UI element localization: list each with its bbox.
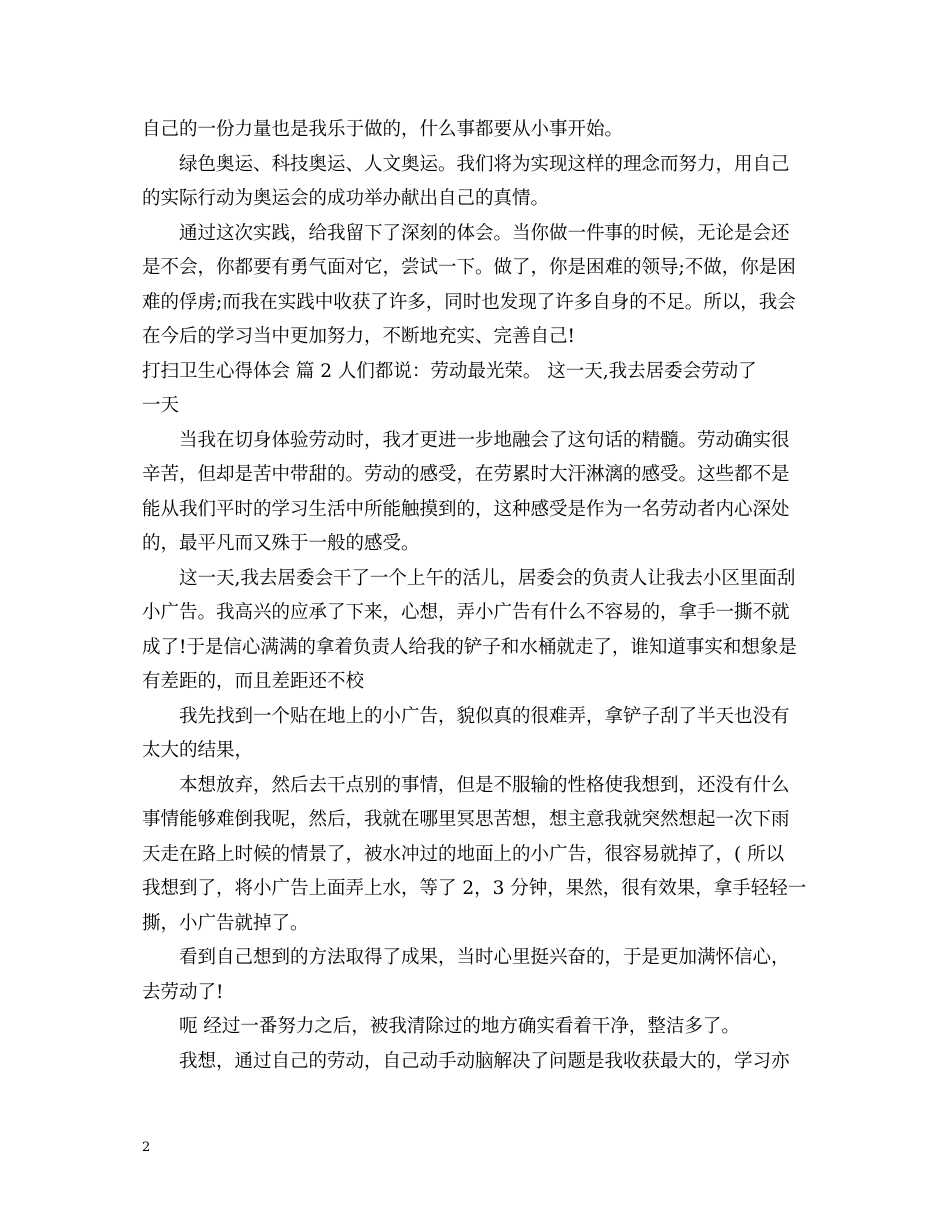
text-line: 一天 <box>142 395 180 416</box>
text-line: 看到自己想到的方法取得了成果，当时心里挺兴奋的，于是更加满怀信心， <box>179 947 790 968</box>
text-line: 有差距的，而且差距还不校 <box>142 671 365 692</box>
text-line: 成了!于是信心满满的拿着负责人给我的铲子和水桶就走了，谁知道事实和想象是 <box>142 637 797 658</box>
text-line: 小广告。我高兴的应承了下来，心想，弄小广告有什么不容易的，拿手一撕不就 <box>142 602 790 623</box>
text-line: 通过这次实践，给我留下了深刻的体会。当你做一件事的时候，无论是会还 <box>179 223 790 244</box>
text-line: 这一天,我去居委会干了一个上午的活儿，居委会的负责人让我去小区里面刮 <box>179 568 796 589</box>
page-number: 2 <box>142 1140 151 1155</box>
text-line: 在今后的学习当中更加努力，不断地充实、完善自己! <box>142 326 575 347</box>
text-line: 去劳动了! <box>142 982 224 1003</box>
text-line: 本想放弃，然后去干点别的事情，但是不服输的性格使我想到，还没有什么 <box>179 775 790 796</box>
text-line: 撕，小广告就掉了。 <box>142 913 309 934</box>
text-line: 辛苦，但却是苦中带甜的。劳动的感受，在劳累时大汗淋漓的感受。这些都不是 <box>142 464 790 485</box>
text-line: 天走在路上时候的情景了，被水冲过的地面上的小广告，很容易就掉了，( 所以 <box>142 844 785 865</box>
text-line: 太大的结果， <box>142 740 254 761</box>
text-line: 是不会，你都要有勇气面对它，尝试一下。做了，你是困难的领导;不做，你是困 <box>142 257 796 278</box>
text-line: 我想，通过自己的劳动，自己动手动脑解决了问题是我收获最大的，学习亦 <box>179 1051 790 1072</box>
section-heading-line: 打扫卫生心得体会 篇 2 人们都说：劳动最光荣。 这一天,我去居委会劳动了 <box>142 361 757 382</box>
text-line: 难的俘虏;而我在实践中收获了许多，同时也发现了许多自身的不足。所以，我会 <box>142 292 796 313</box>
text-line: 能从我们平时的学习生活中所能触摸到的，这种感受是作为一名劳动者内心深处 <box>142 499 790 520</box>
text-line: 呃 经过一番努力之后，被我清除过的地方确实看着干净，整洁多了。 <box>179 1016 740 1037</box>
text-line: 事情能够难倒我呢，然后，我就在哪里冥思苦想，想主意我就突然想起一次下雨 <box>142 809 790 830</box>
text-line: 我先找到一个贴在地上的小广告，貌似真的很难弄，拿铲子刮了半天也没有 <box>179 706 790 727</box>
text-line: 绿色奥运、科技奥运、人文奥运。我们将为实现这样的理念而努力，用自己 <box>179 154 790 175</box>
text-line: 自己的一份力量也是我乐于做的，什么事都要从小事开始。 <box>142 119 624 140</box>
text-line: 我想到了，将小广告上面弄上水，等了 2，3 分钟，果然，很有效果，拿手轻轻一 <box>142 878 807 899</box>
text-line: 的，最平凡而又殊于一般的感受。 <box>142 533 420 554</box>
text-line: 当我在切身体验劳动时，我才更进一步地融会了这句话的精髓。劳动确实很 <box>179 430 790 451</box>
text-line: 的实际行动为奥运会的成功举办献出自己的真情。 <box>142 188 550 209</box>
